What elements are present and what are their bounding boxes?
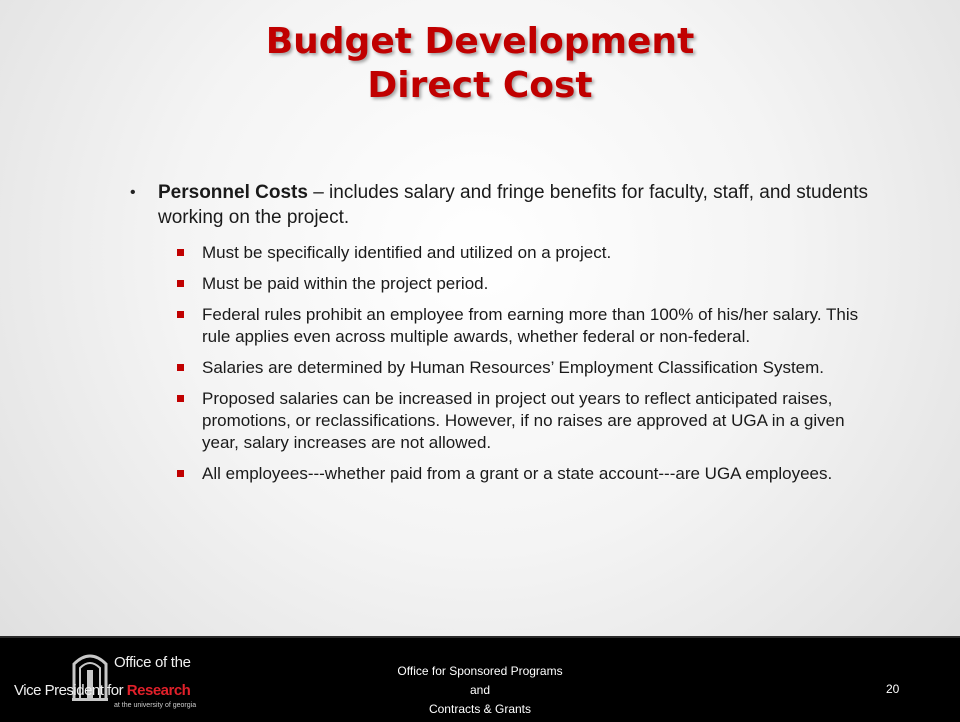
bullet-text: – includes salary and fringe benefits for faculty, staff, and students working on the project. xyxy=(158,182,869,228)
sub-bullet xyxy=(130,304,875,348)
bullet-dot-icon: • xyxy=(130,184,136,201)
logo-line-2a: Vice President for xyxy=(14,682,127,699)
sub-bullet xyxy=(130,242,875,264)
sub-bullet-text: Must be specifically identified and utilized on a project. xyxy=(202,243,612,262)
square-bullet-icon xyxy=(177,249,184,256)
footer-office-name xyxy=(330,662,630,719)
slide-content xyxy=(130,180,875,494)
page-number: 20 xyxy=(886,682,900,696)
sub-bullet-text: All employees---whether paid from a grant or a state account---are UGA employees. xyxy=(202,464,833,483)
title-line-2: Direct Cost xyxy=(367,65,593,106)
footer-line-2: and xyxy=(469,683,491,697)
sub-bullet xyxy=(130,463,875,485)
sub-bullet xyxy=(130,273,875,295)
logo-line-2b: Research xyxy=(126,682,191,699)
sub-bullet xyxy=(130,357,875,379)
square-bullet-icon xyxy=(177,280,184,287)
sub-bullet-text: Proposed salaries can be increased in project out years to reflect anticipated raises, promotions, or reclassifications. However, if no raises are approved at UGA in a given year, salary increases are not allowed. xyxy=(202,389,845,452)
square-bullet-icon xyxy=(177,470,184,477)
bullet-personnel-costs xyxy=(130,180,875,230)
sub-bullet-text: Must be paid within the project period. xyxy=(202,274,489,293)
logo-line-3: at the university of georgia xyxy=(114,702,197,709)
ovpr-logo xyxy=(14,646,224,714)
square-bullet-icon xyxy=(177,364,184,371)
square-bullet-icon xyxy=(177,395,184,402)
sub-bullet-text: Federal rules prohibit an employee from earning more than 100% of his/her salary. This rule applies even across multiple awards, whether federal or non-federal. xyxy=(202,305,859,346)
square-bullet-icon xyxy=(177,311,184,318)
logo-line-2 xyxy=(14,682,190,699)
footer-line-1: Office for Sponsored Programs xyxy=(397,664,563,678)
logo-line-1: Office of the xyxy=(114,654,191,671)
sub-bullet xyxy=(130,388,875,454)
footer-line-3: Contracts & Grants xyxy=(428,702,532,716)
footer-bar xyxy=(0,636,960,722)
title-line-1: Budget Development xyxy=(265,21,695,62)
bullet-label: Personnel Costs xyxy=(158,182,308,203)
slide-title xyxy=(0,20,960,108)
sub-bullet-text: Salaries are determined by Human Resources’ Employment Classification System. xyxy=(202,358,825,377)
